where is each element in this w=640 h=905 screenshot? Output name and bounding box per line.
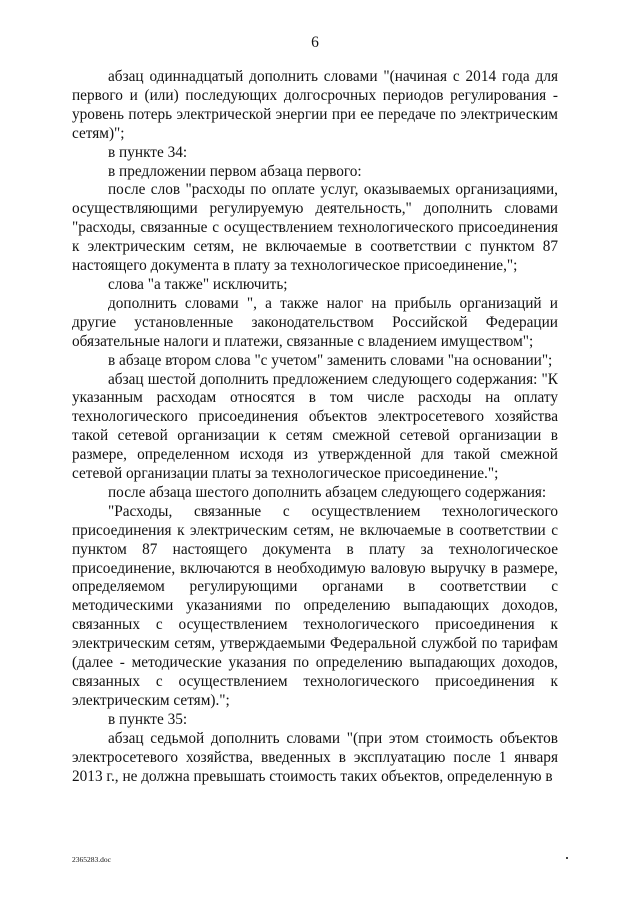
paragraph: "Расходы, связанные с осуществлением технологического присоединения к электрическим сетям, не включаемые в соответствии с пунктом 87 настоящего документа в плату за технологическое присоединение, включаются в необходимую валовую выручку в размере, определяемом регулирующими органами в соответствии с методическими указаниями по определению выпадающих доходов, связанных с осуществлением технологического присоединения к электрическим сетям, утверждаемыми Федеральной службой по тарифам (далее - методические указания по определению выпадающих доходов, связанных с осуществлением технологического присоединения к электрическим сетям)."; (72, 502, 558, 709)
paragraph: в абзаце втором слова "с учетом" заменить словами "на основании"; (108, 351, 553, 369)
paragraph: абзац шестой дополнить предложением следующего содержания: "К указанным расходам относятся в том числе расходы на оплату технологического присоединения объектов электросетевого хозяйства такой сетевой организации к сетям смежной сетевой организации в размере, определенном исходя из утвержденной для такой смежной сетевой организации платы за технологическое присоединение."; (72, 370, 558, 483)
paragraph: абзац одиннадцатый дополнить словами "(начиная с 2014 года для первого и (или) последующих долгосрочных периодов регулирования - уровень потерь электрической энергии при ее передаче по электрическим сетям)"; (72, 68, 558, 142)
page-number: 6 (311, 34, 319, 51)
paragraph: в пункте 34: (108, 143, 188, 161)
paragraph: абзац седьмой дополнить словами "(при этом стоимость объектов электросетевого хозяйства, введенных в эксплуатацию после 1 января 2013 г., не должна превышать стоимость таких объектов, определенную в (72, 729, 558, 785)
footer-dot (566, 857, 568, 859)
paragraph: дополнить словами ", а также налог на прибыль организаций и другие установленные законодательством Российской Федерации обязательные налоги и платежи, связанные с владением имуществом"; (72, 294, 558, 350)
paragraph: после слов "расходы по оплате услуг, оказываемых организациями, осуществляющими регулируемую деятельность," дополнить словами "расходы, связанные с осуществлением технологического присоединения к электрическим сетям, не включаемые в соответствии с пунктом 87 настоящего документа в плату за технологическое присоединение,"; (72, 181, 558, 275)
paragraph: в предложении первом абзаца первого: (108, 162, 362, 180)
paragraph: после абзаца шестого дополнить абзацем следующего содержания: (108, 483, 547, 501)
paragraph: слова "а также" исключить; (108, 275, 288, 293)
paragraph: в пункте 35: (108, 710, 188, 728)
footer-filename: 2365283.doc (72, 855, 111, 864)
document-body (72, 68, 558, 786)
